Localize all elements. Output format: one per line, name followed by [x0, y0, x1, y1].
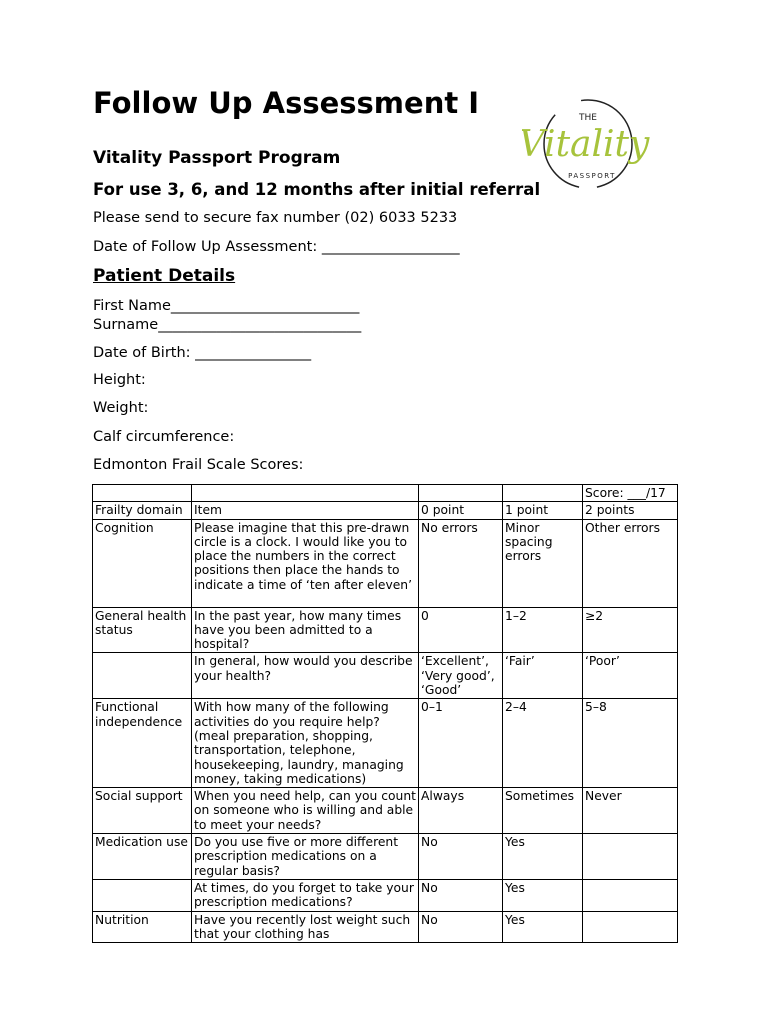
total-score-cell[interactable]: Score: ___/17: [583, 485, 678, 502]
column-header: Frailty domain: [93, 502, 192, 519]
table-row: [93, 911, 678, 943]
column-header: 1 point: [503, 502, 583, 519]
domain-cell: [93, 879, 192, 911]
weight-field[interactable]: Weight:: [93, 400, 149, 416]
option-cell[interactable]: No: [419, 879, 503, 911]
option-cell[interactable]: ‘Poor’: [583, 653, 678, 699]
item-cell: At times, do you forget to take your prescription medications?: [192, 879, 419, 911]
date-of-birth-field[interactable]: Date of Birth: ________________: [93, 345, 312, 361]
item-cell: Have you recently lost weight such that your clothing has: [192, 911, 419, 943]
edmonton-scores-label: Edmonton Frail Scale Scores:: [93, 457, 304, 473]
option-cell[interactable]: 0: [419, 607, 503, 653]
option-cell[interactable]: Sometimes: [503, 788, 583, 834]
program-name: Vitality Passport Program: [93, 148, 341, 168]
page-title: Follow Up Assessment I: [93, 86, 480, 120]
domain-cell: [93, 653, 192, 699]
item-cell: With how many of the following activities do you require help? (meal preparation, shopping, transportation, telephone, housekeeping, laundry, managing money, taking medications): [192, 699, 419, 788]
followup-date-field[interactable]: Date of Follow Up Assessment: ___________________: [93, 239, 460, 255]
height-field[interactable]: Height:: [93, 372, 146, 388]
patient-details-heading: Patient Details: [93, 266, 236, 286]
domain-cell: Cognition: [93, 519, 192, 607]
option-cell[interactable]: 2–4: [503, 699, 583, 788]
table-row: [93, 653, 678, 699]
domain-cell: Social support: [93, 788, 192, 834]
domain-cell: General health status: [93, 607, 192, 653]
usage-note: For use 3, 6, and 12 months after initial referral: [93, 180, 541, 199]
table-row: [93, 788, 678, 834]
option-cell[interactable]: ‘Excellent’, ‘Very good’, ‘Good’: [419, 653, 503, 699]
column-header: Item: [192, 502, 419, 519]
option-cell[interactable]: 1–2: [503, 607, 583, 653]
item-cell: In the past year, how many times have you been admitted to a hospital?: [192, 607, 419, 653]
logo-bottom-text: PASSPORT: [568, 172, 616, 180]
edmonton-frail-scale-table: [92, 484, 678, 943]
column-header: 2 points: [583, 502, 678, 519]
option-cell[interactable]: [583, 911, 678, 943]
surname-field[interactable]: Surname____________________________: [93, 317, 362, 333]
table-cell: [93, 485, 192, 502]
table-cell: [192, 485, 419, 502]
option-cell[interactable]: Always: [419, 788, 503, 834]
option-cell[interactable]: 0–1: [419, 699, 503, 788]
option-cell[interactable]: Yes: [503, 911, 583, 943]
item-cell: Please imagine that this pre-drawn circle is a clock. I would like you to place the numbers in the correct positions then place the hands to indicate a time of ‘ten after eleven’: [192, 519, 419, 607]
option-cell[interactable]: [583, 879, 678, 911]
score-row: [93, 485, 678, 502]
option-cell[interactable]: Never: [583, 788, 678, 834]
option-cell[interactable]: Other errors: [583, 519, 678, 607]
option-cell[interactable]: ≥2: [583, 607, 678, 653]
table-row: [93, 607, 678, 653]
domain-cell: Nutrition: [93, 911, 192, 943]
calf-circumference-field[interactable]: Calf circumference:: [93, 429, 235, 445]
item-cell: In general, how would you describe your health?: [192, 653, 419, 699]
item-cell: When you need help, can you count on someone who is willing and able to meet your needs?: [192, 788, 419, 834]
fax-instruction: Please send to secure fax number (02) 6033 5233: [93, 210, 458, 226]
item-cell: Do you use five or more different prescription medications on a regular basis?: [192, 834, 419, 880]
option-cell[interactable]: [583, 834, 678, 880]
option-cell[interactable]: No errors: [419, 519, 503, 607]
logo-main-text: Vitality: [522, 124, 650, 165]
table-header-row: [93, 502, 678, 519]
logo-icon: [522, 92, 660, 192]
domain-cell: Functional independence: [93, 699, 192, 788]
option-cell[interactable]: No: [419, 911, 503, 943]
table-row: [93, 834, 678, 880]
domain-cell: Medication use: [93, 834, 192, 880]
option-cell[interactable]: Yes: [503, 879, 583, 911]
table-row: [93, 879, 678, 911]
option-cell[interactable]: Minor spacing errors: [503, 519, 583, 607]
option-cell[interactable]: 5–8: [583, 699, 678, 788]
table-row: [93, 699, 678, 788]
first-name-field[interactable]: First Name__________________________: [93, 298, 360, 314]
logo-top-text: THE: [579, 113, 597, 123]
vitality-passport-logo: [522, 92, 660, 192]
table-cell: [503, 485, 583, 502]
option-cell[interactable]: Yes: [503, 834, 583, 880]
option-cell[interactable]: No: [419, 834, 503, 880]
table-cell: [419, 485, 503, 502]
column-header: 0 point: [419, 502, 503, 519]
table-row: [93, 519, 678, 607]
option-cell[interactable]: ‘Fair’: [503, 653, 583, 699]
